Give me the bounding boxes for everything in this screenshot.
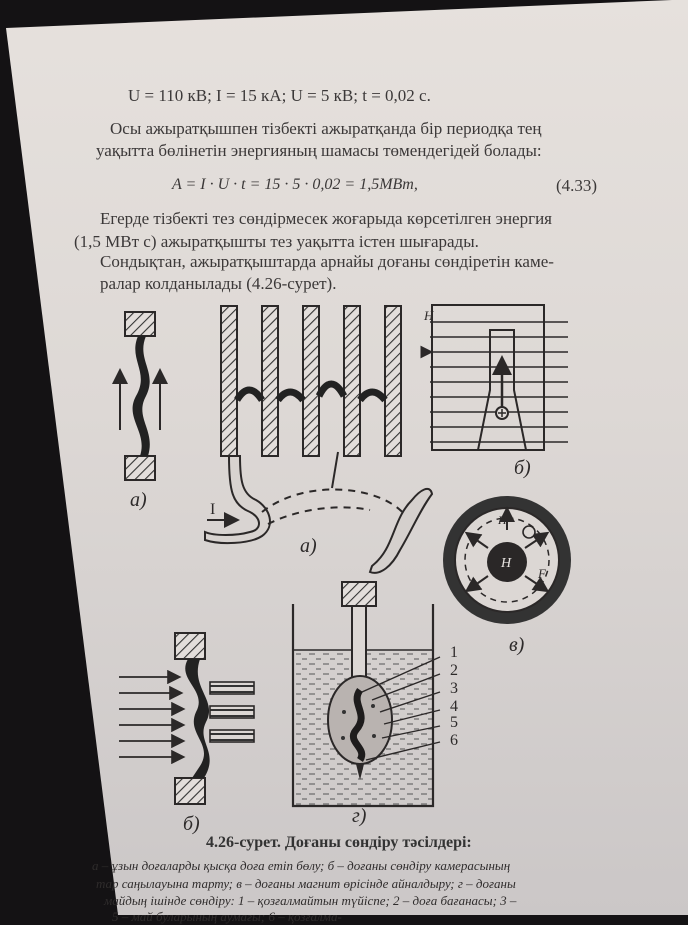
figure-caption-line-1: а – ұзын доғаларды қысқа доға етіп бөлу; б – доғаны сөндіру камерасының (92, 858, 511, 873)
part-number-3: 3 (450, 680, 458, 697)
fig-a-long-arc (120, 312, 160, 480)
figure-caption-line-2: тар саңылауына тарту; в – доғаны магнит өрісінде айналдыру; г – доғаны (96, 876, 516, 891)
fig-a-arc-chute-plates (205, 306, 432, 573)
label-current: I (210, 501, 216, 518)
part-number-6: 6 (450, 732, 458, 749)
part-number-5: 5 (450, 714, 458, 731)
energy-formula: A = I · U · t = 15 · 5 · 0,02 = 1,5MBm, (172, 176, 418, 193)
label-a-center: а) (300, 535, 317, 557)
label-v: в) (509, 634, 525, 656)
fig-b-magnetic-field (430, 305, 568, 450)
label-b-bottom: б) (183, 813, 200, 835)
paragraph-3-line-2: ралар колданылады (4.26-сурет). (100, 274, 337, 293)
label-H-ring: H (498, 513, 507, 527)
label-H-top: H (424, 308, 434, 323)
paragraph-1-line-2: уақытта бөлінетін энергияның шамасы төмендегідей болады: (96, 141, 542, 160)
figure-caption-line-4: 5 – май буларының аумағы; 6 – қозғалма- (112, 909, 342, 924)
label-g: г) (352, 805, 367, 827)
label-b-top: б) (514, 457, 531, 479)
figure-caption-title: 4.26-сурет. Доғаны сөндіру тәсілдері: (206, 834, 472, 851)
label-N-ring: H (501, 556, 512, 571)
fig-b-slot-chamber (119, 633, 254, 804)
figure-caption-line-3: майдың ішінде сөндіру: 1 – қозғалмайтын түйіспе; 2 – доға бағанасы; 3 – (104, 893, 517, 908)
paragraph-2-line-2: (1,5 МВт с) ажыратқышты тез уақытта істен шығарады. (74, 232, 479, 251)
paragraph-1-line-1: Осы ажыратқышпен тізбекті ажыратқанда бір периодқа тең (110, 119, 542, 138)
equation-number: (4.33) (556, 176, 598, 195)
part-number-1: 1 (450, 644, 458, 661)
label-a-left: а) (130, 489, 147, 511)
label-F-ring: F (538, 566, 546, 581)
paragraph-3-line-1: Сондықтан, ажыратқыштарда арнайы доғаны сөндіретін каме- (100, 252, 554, 271)
paragraph-2-line-1: Егерде тізбекті тез сөндірмесек жоғарыда көрсетілген энергия (100, 209, 552, 228)
fig-g-oil-tank (293, 582, 440, 806)
given-values-line: U = 110 кВ; I = 15 кА; U = 5 кВ; t = 0,02 с. (128, 86, 431, 105)
part-number-2: 2 (450, 662, 458, 679)
part-number-4: 4 (450, 698, 458, 715)
